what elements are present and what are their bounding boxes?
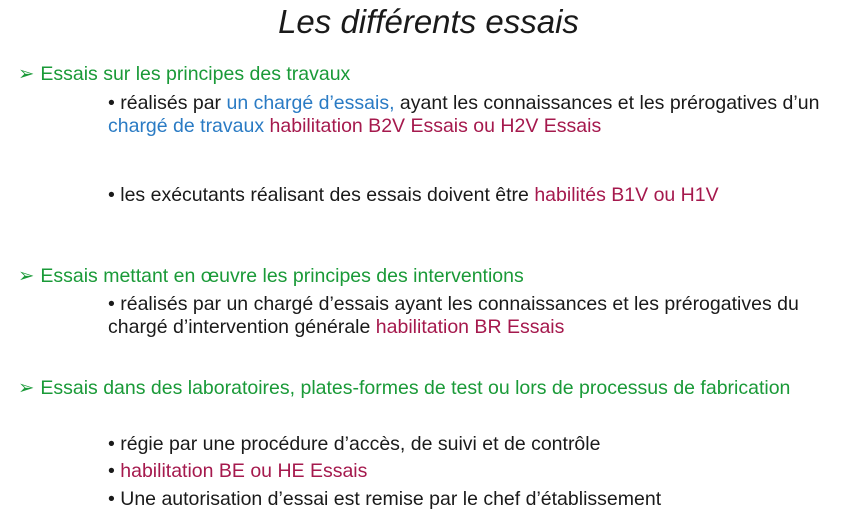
list-item bbox=[108, 184, 838, 207]
bullet-dot-icon: • bbox=[108, 293, 115, 315]
list-item bbox=[108, 92, 838, 138]
section-heading-laboratoires bbox=[18, 377, 838, 400]
term-charge-travaux: chargé de travaux bbox=[108, 115, 265, 137]
arrow-bullet-icon: ➢ bbox=[18, 265, 35, 287]
bullet-text: réalisés par bbox=[120, 92, 222, 114]
list-item bbox=[108, 293, 838, 339]
list-item bbox=[108, 488, 838, 511]
habilitation-label: habilitation BR Essais bbox=[375, 316, 565, 338]
habilitation-label: habilitation B2V Essais ou H2V Essais bbox=[269, 115, 602, 137]
bullet-text: ayant les connaissances et les prérogatives d’un bbox=[399, 92, 820, 114]
habilitation-label: habilitation BE ou HE Essais bbox=[120, 460, 368, 482]
list-item bbox=[108, 460, 838, 483]
bullet-text: les exécutants réalisant des essais doivent être bbox=[120, 184, 529, 206]
bullet-dot-icon: • bbox=[108, 184, 115, 206]
page-title: Les différents essais bbox=[278, 3, 579, 40]
arrow-bullet-icon: ➢ bbox=[18, 63, 35, 85]
section-heading-text: Essais sur les principes des travaux bbox=[40, 63, 351, 85]
bullet-dot-icon: • bbox=[108, 460, 115, 482]
bullet-text: réalisés par un chargé d’essais ayant les connaissances et les prérogatives du chargé d’intervention générale bbox=[108, 293, 799, 338]
term-charge-essais: un chargé d’essais, bbox=[226, 92, 395, 114]
arrow-bullet-icon: ➢ bbox=[18, 377, 35, 399]
habilitation-label: habilités B1V ou H1V bbox=[534, 184, 719, 206]
section-heading-travaux bbox=[18, 63, 350, 86]
bullet-dot-icon: • bbox=[108, 488, 115, 510]
section-heading-text: Essais mettant en œuvre les principes des interventions bbox=[40, 265, 524, 287]
section-heading-text: Essais dans des laboratoires, plates-formes de test ou lors de processus de fabrication bbox=[40, 377, 791, 399]
bullet-dot-icon: • bbox=[108, 433, 115, 455]
list-item bbox=[108, 433, 838, 456]
bullet-text: Une autorisation d’essai est remise par le chef d’établissement bbox=[120, 488, 662, 510]
section-heading-interventions bbox=[18, 265, 524, 288]
bullet-dot-icon: • bbox=[108, 92, 115, 114]
bullet-text: régie par une procédure d’accès, de suivi et de contrôle bbox=[120, 433, 601, 455]
